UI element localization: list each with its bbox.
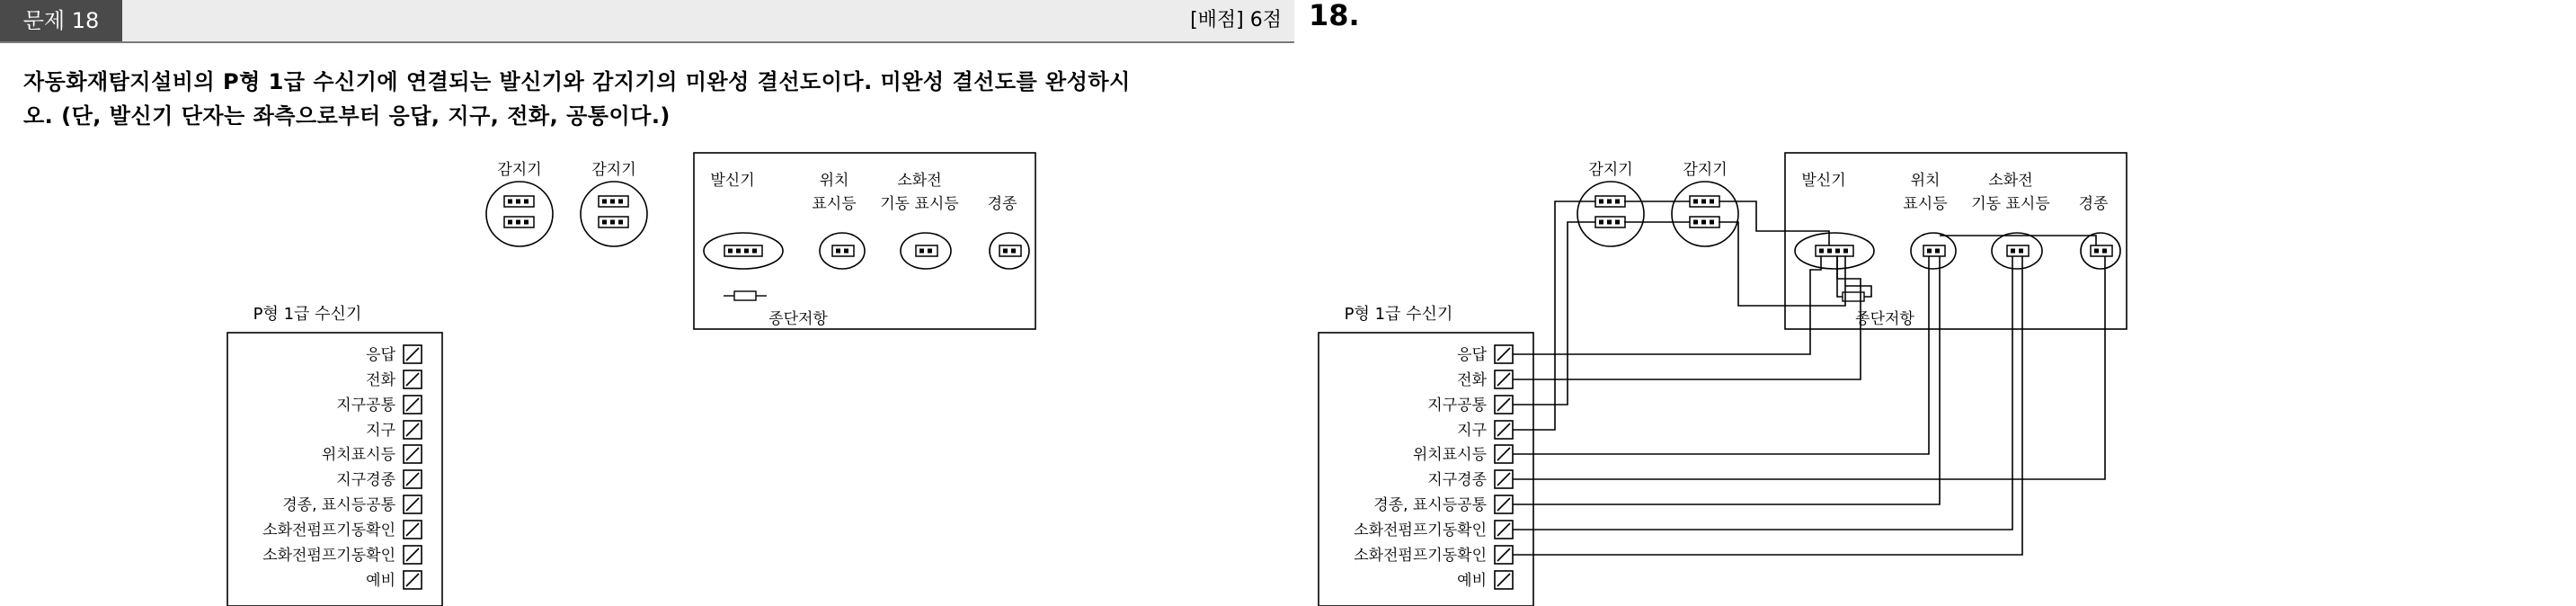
wire-pump-confirm-1 bbox=[1513, 256, 2012, 530]
receiver-terminal-label: 예비 bbox=[366, 572, 395, 590]
bell-terminal bbox=[2091, 245, 2112, 256]
location-lamp-label: 위치 bbox=[1910, 172, 1941, 190]
hydrant-lamp-terminal-terminal-dot bbox=[928, 249, 932, 254]
transmitter-terminal-terminal-dot bbox=[1827, 249, 1832, 254]
detector-1-terminal-upper-terminal-dot bbox=[516, 200, 520, 204]
detector-2-terminal-lower-terminal-dot bbox=[1701, 220, 1706, 225]
receiver-terminal-label: 위치표시등 bbox=[1412, 446, 1487, 464]
hydrant-lamp-terminal bbox=[916, 245, 937, 256]
transmitter-terminal-terminal-dot bbox=[736, 249, 741, 254]
receiver-terminal-label: 응답 bbox=[366, 346, 395, 364]
detector-2-terminal-upper-terminal-dot bbox=[610, 200, 615, 204]
answer-number: 18. bbox=[1309, 0, 1360, 32]
detector-1-label: 감지기 bbox=[497, 161, 542, 179]
hydrant-lamp-terminal-terminal-dot bbox=[919, 249, 924, 254]
transmitter-terminal-terminal-dot bbox=[728, 249, 733, 254]
detector-1-icon bbox=[1577, 182, 1644, 246]
receiver-terminal-label: 소화전펌프기동확인 bbox=[262, 521, 395, 539]
bell-terminal-terminal-dot bbox=[2094, 249, 2099, 254]
points-label: [배점] 6점 bbox=[1190, 9, 1282, 31]
hydrant-start-lamp-label: 소화전 bbox=[897, 172, 942, 190]
hydrant-lamp-terminal bbox=[2007, 245, 2029, 256]
transmitter-terminal-terminal-dot bbox=[752, 249, 757, 254]
receiver-title: P형 1급 수신기 bbox=[1344, 305, 1453, 324]
receiver-terminal-label: 소화전펌프기동확인 bbox=[262, 547, 395, 565]
detector-2-label: 감지기 bbox=[1683, 161, 1728, 179]
detector-1-terminal-upper-terminal-dot bbox=[524, 200, 529, 204]
question-line-2: 오. (단, 발신기 단자는 좌측으로부터 응답, 지구, 전화, 공통이다.) bbox=[23, 103, 671, 129]
question-line-1: 자동화재탐지설비의 P형 1급 수신기에 연결되는 발신기와 감지기의 미완성 결선도이다. 미완성 결선도를 완성하시 bbox=[23, 69, 1131, 94]
location-lamp-label: 표시등 bbox=[812, 195, 857, 213]
hydrant-lamp-terminal-terminal-dot bbox=[2011, 249, 2015, 254]
receiver-terminal-label: 응답 bbox=[1457, 346, 1487, 364]
detector-2-label: 감지기 bbox=[591, 161, 636, 179]
detector-1-terminal-lower-terminal-dot bbox=[508, 220, 512, 225]
question-number-badge: 문제 18 bbox=[0, 0, 122, 41]
receiver-terminal-label: 지구 bbox=[1457, 422, 1487, 440]
bell-label: 경종 bbox=[2078, 195, 2109, 213]
detector-1-terminal-upper-terminal-dot bbox=[1599, 200, 1603, 204]
receiver-terminal-label: 예비 bbox=[1457, 572, 1487, 590]
detector-2-terminal-upper-terminal-dot bbox=[1710, 200, 1714, 204]
bell-terminal bbox=[999, 245, 1021, 256]
location-lamp-terminal-terminal-dot bbox=[1935, 249, 1940, 254]
receiver-title: P형 1급 수신기 bbox=[253, 305, 362, 324]
detector-2-terminal-lower-terminal-dot bbox=[1710, 220, 1714, 225]
hydrant-lamp-terminal-terminal-dot bbox=[2019, 249, 2023, 254]
receiver-terminal-label: 지구공통 bbox=[336, 397, 395, 414]
bell-terminal-terminal-dot bbox=[1011, 249, 1016, 254]
bell-terminal-terminal-dot bbox=[2102, 249, 2107, 254]
detector-1-label: 감지기 bbox=[1588, 161, 1633, 179]
receiver-terminal-label: 지구경종 bbox=[1427, 471, 1487, 489]
hydrant-start-lamp-label: 기동 표시등 bbox=[1971, 195, 2050, 213]
transmitter-terminal-terminal-dot bbox=[1819, 249, 1824, 254]
wire-common bbox=[1513, 256, 1940, 504]
detector-1-terminal-lower-terminal-dot bbox=[1607, 220, 1612, 225]
detector-2-terminal-lower-terminal-dot bbox=[1693, 220, 1698, 225]
detector-1-terminal-upper-terminal-dot bbox=[1615, 200, 1620, 204]
detector-1-icon bbox=[486, 182, 553, 246]
detector-2-icon bbox=[1672, 182, 1738, 246]
wire-phone bbox=[1513, 256, 1861, 379]
detector-1-terminal-lower-terminal-dot bbox=[516, 220, 520, 225]
hydrant-start-lamp-label: 기동 표시등 bbox=[880, 195, 959, 213]
receiver-terminal-label: 위치표시등 bbox=[321, 446, 395, 464]
receiver-terminal-label: 소화전펌프기동확인 bbox=[1354, 521, 1487, 539]
detector-2-terminal-lower-terminal-dot bbox=[610, 220, 615, 225]
transmitter-terminal-terminal-dot bbox=[1835, 249, 1840, 254]
receiver-terminal-label: 전화 bbox=[1457, 371, 1487, 389]
transmitter-label: 발신기 bbox=[710, 172, 755, 190]
receiver-terminal-label: 전화 bbox=[366, 371, 395, 389]
detector-1-terminal-lower-terminal-dot bbox=[524, 220, 529, 225]
transmitter-terminal-terminal-dot bbox=[744, 249, 749, 254]
bell-terminal-terminal-dot bbox=[1003, 249, 1008, 254]
detector-2-terminal-upper-terminal-dot bbox=[1693, 200, 1698, 204]
receiver-terminal-label: 지구공통 bbox=[1427, 397, 1487, 414]
transmitter-label: 발신기 bbox=[1801, 172, 1846, 190]
terminating-resistor-icon bbox=[734, 291, 756, 300]
location-lamp-terminal bbox=[832, 245, 854, 256]
wire-bell bbox=[1513, 256, 2105, 479]
receiver-terminal-label: 지구 bbox=[366, 422, 395, 440]
receiver-terminal-label: 소화전펌프기동확인 bbox=[1354, 547, 1487, 565]
hydrant-start-lamp-label: 소화전 bbox=[1988, 172, 2033, 190]
detector-1-terminal-lower-terminal-dot bbox=[1599, 220, 1603, 225]
detector-2-terminal-upper-terminal-dot bbox=[602, 200, 607, 204]
location-lamp-label: 위치 bbox=[819, 172, 849, 190]
detector-1-terminal-upper-terminal-dot bbox=[1607, 200, 1612, 204]
detector-1-terminal-upper-terminal-dot bbox=[508, 200, 512, 204]
location-lamp-terminal-terminal-dot bbox=[1927, 249, 1932, 254]
detector-1-terminal-lower-terminal-dot bbox=[1615, 220, 1620, 225]
terminating-resistor-label: 종단저항 bbox=[1855, 310, 1914, 328]
detector-2-icon bbox=[581, 182, 647, 246]
location-lamp-terminal-terminal-dot bbox=[844, 249, 848, 254]
location-lamp-label: 표시등 bbox=[1903, 195, 1948, 213]
receiver-terminal-label: 경종, 표시등공통 bbox=[282, 496, 395, 514]
receiver-terminal-label: 지구경종 bbox=[336, 471, 395, 489]
terminating-resistor-label: 종단저항 bbox=[768, 310, 828, 328]
detector-2-terminal-upper-terminal-dot bbox=[1701, 200, 1706, 204]
transmitter-terminal-terminal-dot bbox=[1843, 249, 1848, 254]
wire-pump-confirm-2 bbox=[1513, 256, 2022, 555]
location-lamp-terminal-terminal-dot bbox=[836, 249, 840, 254]
detector-2-terminal-lower-terminal-dot bbox=[618, 220, 623, 225]
detector-2-terminal-upper-terminal-dot bbox=[618, 200, 623, 204]
receiver-terminal-label: 경종, 표시등공통 bbox=[1373, 496, 1487, 514]
location-lamp-terminal bbox=[1923, 245, 1945, 256]
bell-label: 경종 bbox=[987, 195, 1017, 213]
detector-2-terminal-lower-terminal-dot bbox=[602, 220, 607, 225]
